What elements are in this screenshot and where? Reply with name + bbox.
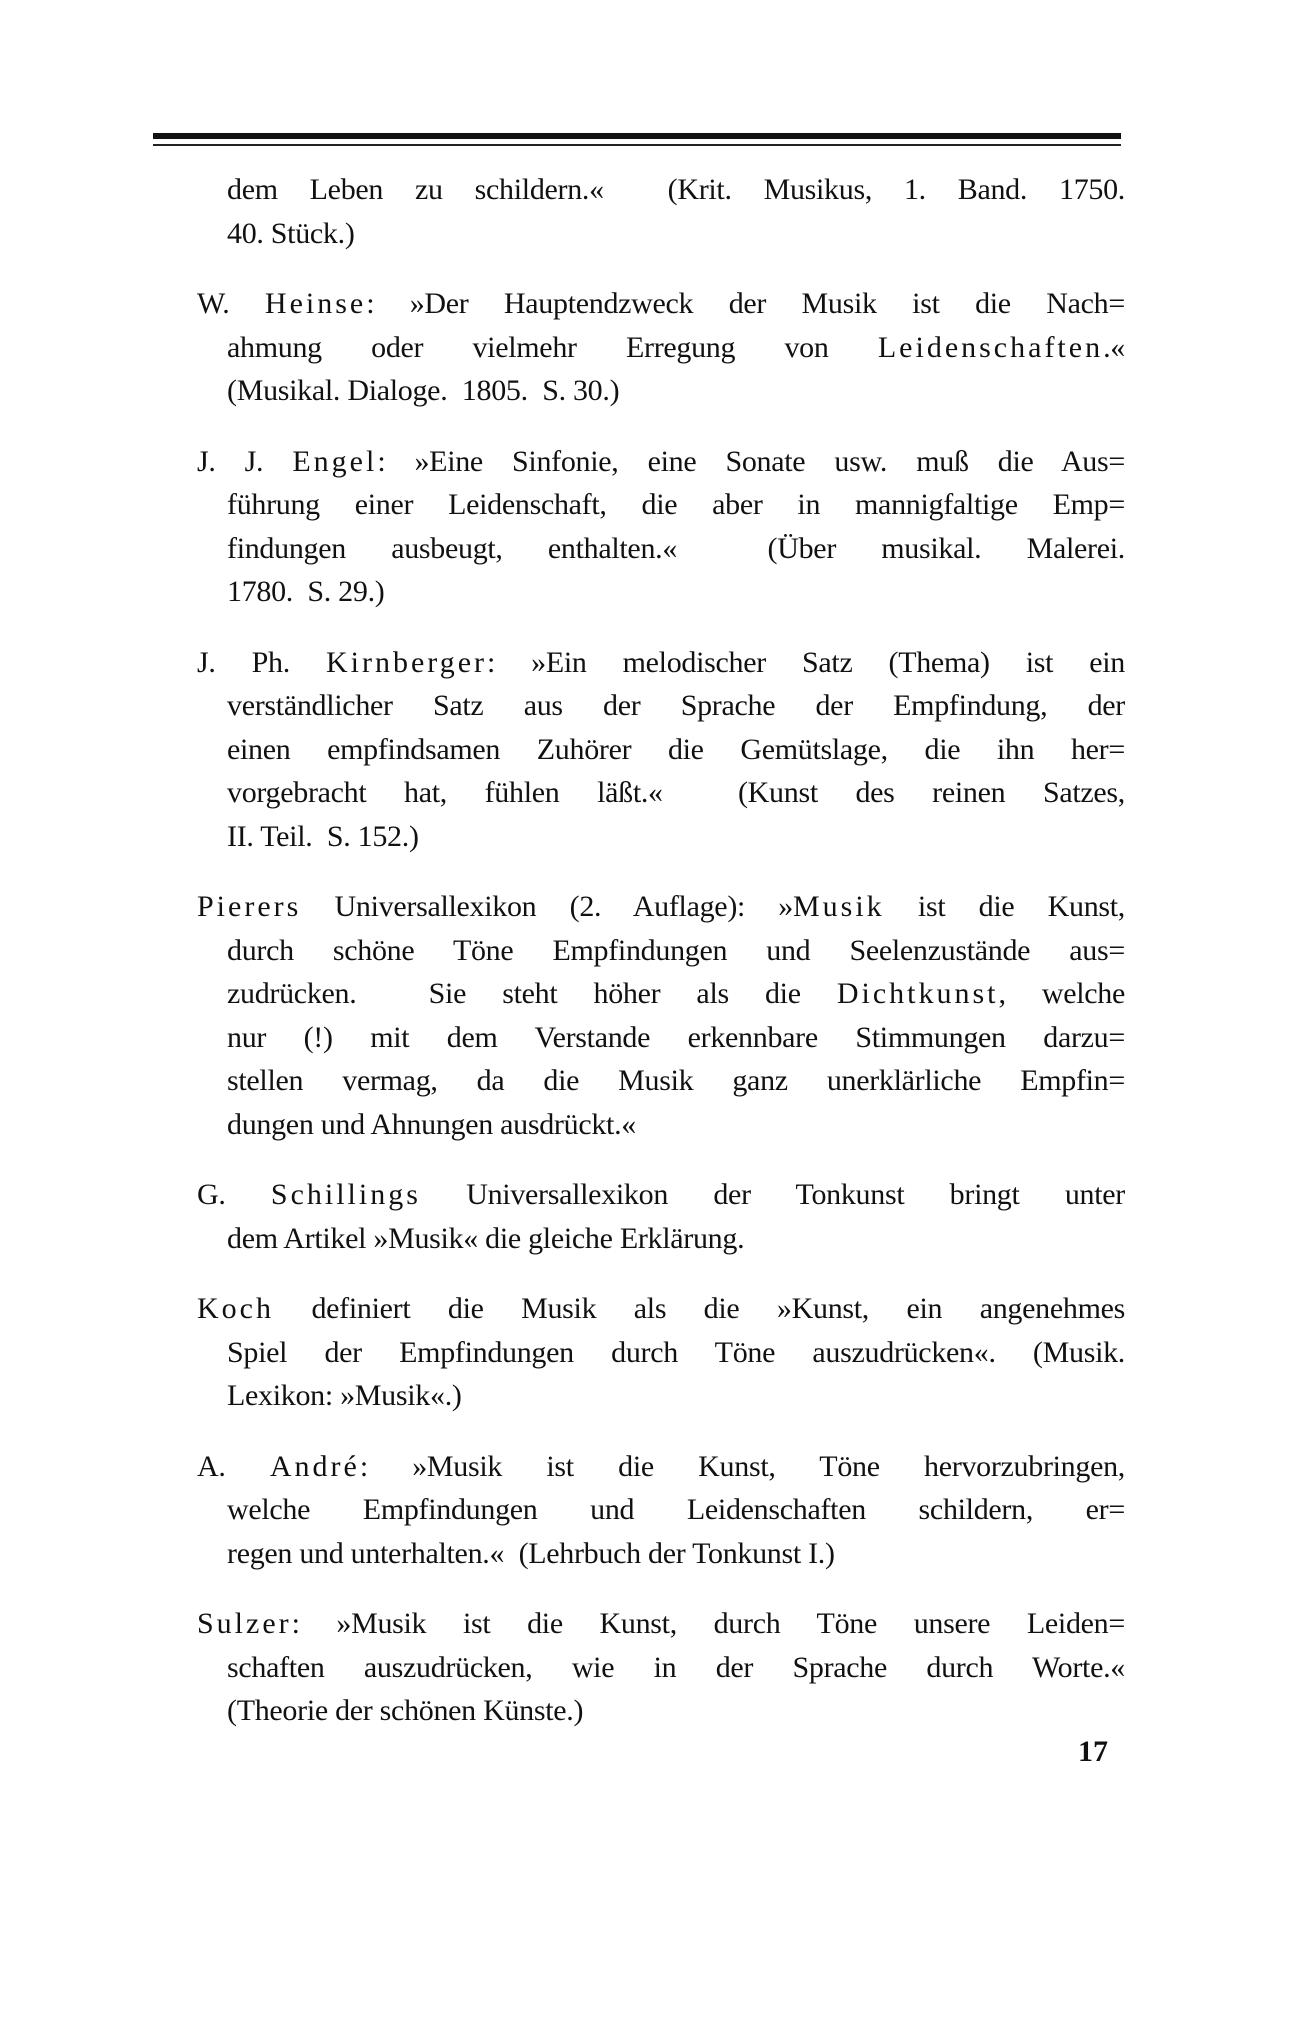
text-line <box>197 1287 1125 1331</box>
text-segment: Spiel der Empfindungen durch Töne auszudrücken«. (Musik. <box>227 1335 1125 1369</box>
text-line <box>197 369 1125 413</box>
text-segment: A. <box>197 1449 270 1483</box>
spaced-name: Schillings <box>270 1178 421 1211</box>
text-line <box>197 972 1125 1016</box>
text-segment: : »Ein melodischer Satz (Thema) ist ein <box>487 645 1125 679</box>
text-segment: : »Musik ist die Kunst, Töne hervorzubringen, <box>359 1449 1126 1483</box>
text-segment: dungen und Ahnungen ausdrückt.« <box>227 1107 636 1141</box>
text-line <box>197 1217 1125 1261</box>
quotation-paragraph <box>197 168 1125 255</box>
quotation-paragraph <box>197 282 1125 413</box>
text-segment: Lexikon: »Musik«.) <box>227 1379 462 1412</box>
text-line <box>197 1016 1125 1060</box>
quotation-paragraph <box>197 1602 1125 1733</box>
text-line <box>197 1331 1125 1375</box>
text-segment: Universallexikon (2. Auflage): » <box>301 890 793 923</box>
text-line <box>197 326 1125 370</box>
header-rule-thick <box>153 133 1121 139</box>
quotation-paragraph <box>197 1173 1125 1260</box>
text-segment: J. Ph. <box>197 645 326 679</box>
quotation-paragraph <box>197 1445 1125 1576</box>
text-line <box>197 527 1125 571</box>
text-segment: (Theorie der schönen Künste.) <box>227 1694 584 1727</box>
spaced-name: Koch <box>197 1292 274 1325</box>
text-segment: ist die Kunst, <box>884 890 1125 923</box>
text-segment: .« <box>1103 330 1125 364</box>
text-line <box>197 1445 1125 1489</box>
text-line <box>197 815 1125 859</box>
text-segment: zudrücken. Sie steht höher als die <box>227 977 837 1010</box>
text-segment: welche Empfindungen und Leidenschaften schildern, er= <box>227 1493 1125 1526</box>
text-segment: , welche <box>998 977 1125 1010</box>
text-segment: 1780. S. 29.) <box>227 575 385 608</box>
text-line <box>197 282 1125 326</box>
spaced-name: Heinse <box>264 287 367 320</box>
text-line <box>197 1059 1125 1103</box>
text-segment: definiert die Musik als die »Kunst, ein angenehmes <box>273 1292 1125 1325</box>
text-line <box>197 1602 1125 1646</box>
text-line <box>197 212 1125 256</box>
page-number: 17 <box>1078 1735 1108 1768</box>
text-segment: findungen ausbeugt, enthalten.« (Über musikal. Malerei. <box>227 531 1125 565</box>
text-segment: : »Der Hauptendzweck der Musik ist die Nach= <box>366 287 1125 320</box>
text-line <box>197 440 1125 484</box>
text-line <box>197 1103 1125 1147</box>
text-segment: führung einer Leidenschaft, die aber in mannigfaltige Emp= <box>227 488 1125 521</box>
text-segment: verständlicher Satz aus der Sprache der Empfindung, der <box>227 689 1125 722</box>
spaced-name: Kirnberger <box>325 645 488 679</box>
text-segment: 40. Stück.) <box>227 216 355 250</box>
text-line <box>197 1689 1125 1733</box>
text-line <box>197 1374 1125 1418</box>
text-segment: W. <box>197 287 265 320</box>
spaced-name: Dichtkunst <box>836 977 999 1010</box>
text-segment: dem Leben zu schildern.« (Krit. Musikus, 1. Band. 1750. <box>227 173 1125 206</box>
text-line <box>197 728 1125 772</box>
text-line <box>197 885 1125 929</box>
text-line <box>197 929 1125 973</box>
text-segment: Universallexikon der Tonkunst bringt unter <box>420 1178 1126 1211</box>
spaced-name: Leidenschaften <box>877 330 1104 364</box>
text-segment: durch schöne Töne Empfindungen und Seelenzustände aus= <box>227 933 1125 967</box>
text-segment: stellen vermag, da die Musik ganz unerklärliche Empfin= <box>227 1064 1125 1097</box>
body-text <box>197 168 1125 1760</box>
header-rule-thin <box>153 144 1121 146</box>
text-segment: einen empfindsamen Zuhörer die Gemütslage, die ihn her= <box>227 732 1125 766</box>
spaced-name: Sulzer <box>197 1607 292 1640</box>
text-line <box>197 1646 1125 1690</box>
spaced-name: Musik <box>793 890 885 923</box>
quotation-paragraph <box>197 641 1125 859</box>
text-segment: nur (!) mit dem Verstande erkennbare Stimmungen darzu= <box>227 1020 1125 1054</box>
text-line <box>197 483 1125 527</box>
spaced-name: Engel <box>292 444 378 478</box>
text-line <box>197 168 1125 212</box>
text-segment: vorgebracht hat, fühlen läßt.« (Kunst des reinen Satzes, <box>227 776 1125 809</box>
text-line <box>197 570 1125 614</box>
text-line <box>197 641 1125 685</box>
text-segment: : »Eine Sinfonie, eine Sonate usw. muß die Aus= <box>377 444 1125 478</box>
text-line <box>197 1532 1125 1576</box>
text-segment: regen und unterhalten.« (Lehrbuch der Tonkunst I.) <box>227 1536 835 1570</box>
text-segment: ahmung oder vielmehr Erregung von <box>227 330 878 364</box>
text-segment: J. J. <box>197 444 293 478</box>
text-segment: II. Teil. S. 152.) <box>227 819 419 853</box>
text-segment: : »Musik ist die Kunst, durch Töne unsere Leiden= <box>291 1607 1125 1640</box>
quotation-paragraph <box>197 440 1125 614</box>
text-segment: schaften auszudrücken, wie in der Sprache durch Worte.« <box>227 1650 1125 1684</box>
text-line <box>197 684 1125 728</box>
text-segment: (Musikal. Dialoge. 1805. S. 30.) <box>227 374 620 407</box>
text-line <box>197 771 1125 815</box>
spaced-name: André <box>269 1449 360 1483</box>
quotation-paragraph <box>197 885 1125 1146</box>
text-segment: G. <box>197 1178 271 1211</box>
text-line <box>197 1173 1125 1217</box>
quotation-paragraph <box>197 1287 1125 1418</box>
spaced-name: Pierers <box>197 890 302 923</box>
text-segment: dem Artikel »Musik« die gleiche Erklärung. <box>227 1221 745 1255</box>
text-line <box>197 1488 1125 1532</box>
